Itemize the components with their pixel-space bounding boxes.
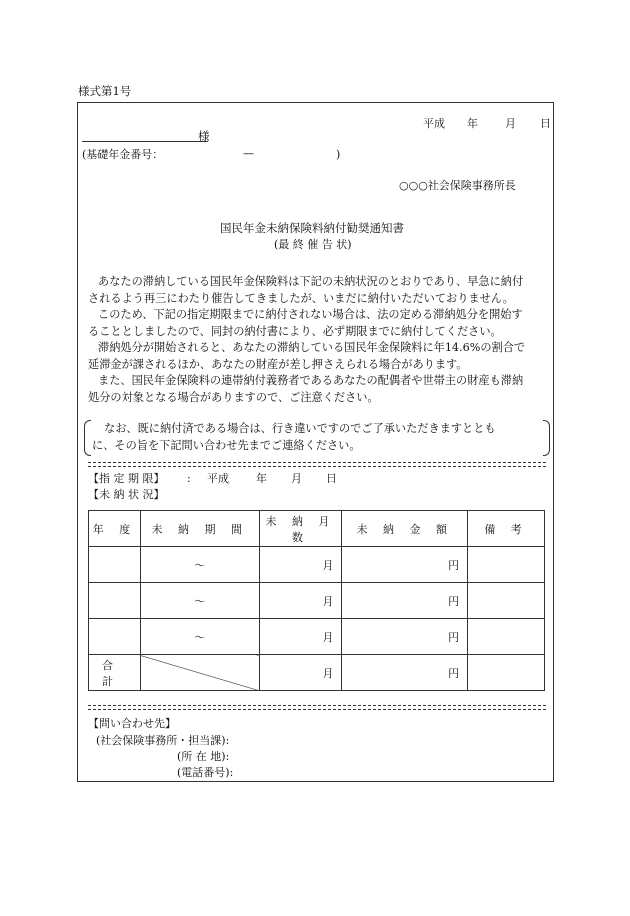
deadline-era: 平成 bbox=[207, 472, 229, 485]
cell-amount: 円 bbox=[342, 619, 468, 655]
recipient-name-line bbox=[82, 140, 208, 142]
status-label: 【未 納 状 況】 bbox=[88, 488, 165, 501]
deadline-month: 月 bbox=[291, 472, 302, 485]
header-remarks: 備 考 bbox=[468, 511, 545, 547]
unpaid-status-table bbox=[88, 510, 545, 691]
document-subtitle: (最 終 催 告 状) bbox=[274, 238, 352, 251]
left-bracket bbox=[84, 420, 91, 456]
date-day: 日 bbox=[540, 117, 551, 130]
header-unpaid-months: 未 納 月 数 bbox=[259, 511, 342, 547]
document-title: 国民年金未納保険料納付勧奨通知書 bbox=[220, 221, 404, 235]
cell-period: ～ bbox=[140, 583, 259, 619]
deadline-label: 【指 定 期 限】 bbox=[88, 472, 165, 485]
table-row bbox=[89, 547, 545, 583]
cell-year bbox=[89, 619, 141, 655]
contact-heading: 【問い合わせ先】 bbox=[88, 717, 176, 730]
contact-office: (社会保険事務所・担当課): bbox=[96, 734, 230, 747]
cell-period: ～ bbox=[140, 547, 259, 583]
table-row bbox=[89, 583, 545, 619]
table-total-row bbox=[89, 655, 545, 691]
sender: ○○○社会保険事務所長 bbox=[399, 179, 516, 192]
body-line: 処分の対象となる場合がありますので、ご注意ください。 bbox=[88, 390, 379, 404]
body-line: 滞納処分が開始されると、あなたの滞納している国民年金保険料に年14.6%の割合で bbox=[98, 341, 526, 354]
dashed-separator bbox=[88, 705, 546, 710]
body-line: また、国民年金保険料の連帯納付義務者であるあなたの配偶者や世帯主の財産も滞納 bbox=[98, 374, 524, 387]
cell-remarks bbox=[468, 547, 545, 583]
cell-remarks bbox=[468, 619, 545, 655]
deadline-colon: : bbox=[187, 472, 191, 485]
body-line: されるよう再三にわたり催告してきましたが、いまだに納付いただいておりません。 bbox=[88, 291, 514, 305]
form-number: 様式第1号 bbox=[78, 84, 132, 98]
deadline-day: 日 bbox=[326, 472, 337, 485]
total-amount: 円 bbox=[342, 655, 468, 691]
header-unpaid-amount: 未 納 金 額 bbox=[342, 511, 468, 547]
header-unpaid-period: 未 納 期 間 bbox=[140, 511, 259, 547]
contact-phone: (電話番号): bbox=[177, 766, 234, 779]
body-line: あなたの滞納している国民年金保険料は下記の未納状況のとおりであり、早急に納付 bbox=[98, 275, 524, 288]
notice-box bbox=[84, 420, 550, 456]
pension-number-dash: — bbox=[243, 147, 254, 160]
pension-number-close: ) bbox=[336, 148, 341, 161]
cell-remarks bbox=[468, 583, 545, 619]
recipient-honorific: 様 bbox=[198, 129, 210, 143]
cell-months: 月 bbox=[259, 547, 342, 583]
table-row bbox=[89, 619, 545, 655]
total-label: 合 計 bbox=[89, 655, 141, 691]
body-line: 延滞金が課されるほか、あなたの財産が差し押さえられる場合があります。 bbox=[88, 357, 468, 371]
date-month: 月 bbox=[505, 117, 516, 130]
cell-year bbox=[89, 547, 141, 583]
cell-year bbox=[89, 583, 141, 619]
cell-months: 月 bbox=[259, 583, 342, 619]
deadline-year: 年 bbox=[256, 472, 267, 485]
total-months: 月 bbox=[259, 655, 342, 691]
body-line: このため、下記の指定期限までに納付されない場合は、法の定める滞納処分を開始す bbox=[98, 308, 523, 321]
dashed-separator bbox=[88, 462, 546, 467]
table-header-row bbox=[89, 511, 545, 547]
header-fiscal-year: 年 度 bbox=[89, 511, 141, 547]
date-year: 年 bbox=[467, 117, 478, 130]
total-remarks bbox=[468, 655, 545, 691]
body-text bbox=[88, 274, 553, 406]
notice-line: に、その旨を下記問い合わせ先までご連絡ください。 bbox=[92, 438, 361, 452]
contact-address: (所 在 地): bbox=[177, 750, 230, 763]
cell-months: 月 bbox=[259, 619, 342, 655]
cell-period: ～ bbox=[140, 619, 259, 655]
pension-number-label: (基礎年金番号： bbox=[82, 148, 164, 161]
cell-amount: 円 bbox=[342, 583, 468, 619]
body-line: ることとしましたので、同封の納付書により、必ず期限までに納付してください。 bbox=[88, 324, 502, 338]
total-period-void bbox=[140, 655, 259, 691]
date-era: 平成 bbox=[423, 117, 445, 130]
notice-line: なお、既に納付済である場合は、行き違いですのでご了承いただきますととも bbox=[104, 422, 496, 435]
cell-amount: 円 bbox=[342, 547, 468, 583]
right-bracket bbox=[543, 420, 550, 456]
